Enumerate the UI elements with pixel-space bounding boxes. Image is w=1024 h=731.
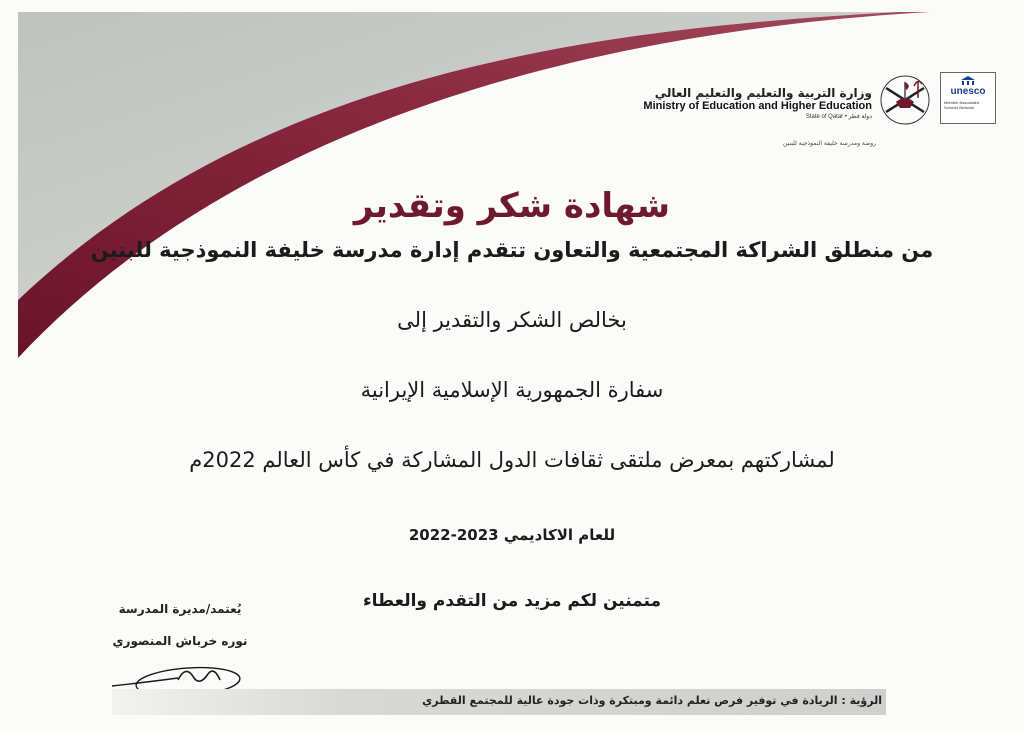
approval-label: يُعتمد/مديرة المدرسة <box>118 602 242 616</box>
ministry-name-english: Ministry of Education and Higher Education <box>643 100 872 112</box>
academic-year: للعام الاكاديمي 2023-2022 <box>408 526 616 544</box>
unesco-temple-icon <box>960 76 976 86</box>
qatar-emblem-icon <box>876 72 934 128</box>
closing-wish: متمنين لكم مزيد من التقدم والعطاء <box>362 591 662 611</box>
unesco-subtitle: Member Associated Schools Network <box>944 100 980 110</box>
ministry-name-arabic: وزارة التربية والتعليم والتعليم العالي <box>654 86 872 100</box>
recipient-line: سفارة الجمهورية الإسلامية الإيرانية <box>360 378 664 402</box>
certificate-title: شهادة شكر وتقدير <box>353 186 671 226</box>
vision-statement: الرؤية : الريادة في توفير فرص تعلم دائمة ومبتكرة وذات جودة عالية للمجتمع القطري <box>422 694 882 707</box>
state-of-qatar-label: State of Qatar • دولة قطر <box>805 114 872 120</box>
unesco-wordmark: unesco <box>950 86 986 97</box>
thanks-line: بخالص الشكر والتقدير إلى <box>397 308 627 332</box>
intro-line: من منطلق الشراكة المجتمعية والتعاون تتقدم إدارة مدرسة خليفة النموذجية للبنين <box>90 238 934 262</box>
unesco-logo <box>940 72 996 124</box>
reason-line: لمشاركتهم بمعرض ملتقى ثقافات الدول المشاركة في كأس العالم 2022م <box>189 448 835 472</box>
principal-name: نوره خرباش المنصوري <box>112 634 248 648</box>
school-name-small: روضة ومدرسة خليفة النموذجية للبنين <box>783 140 876 147</box>
